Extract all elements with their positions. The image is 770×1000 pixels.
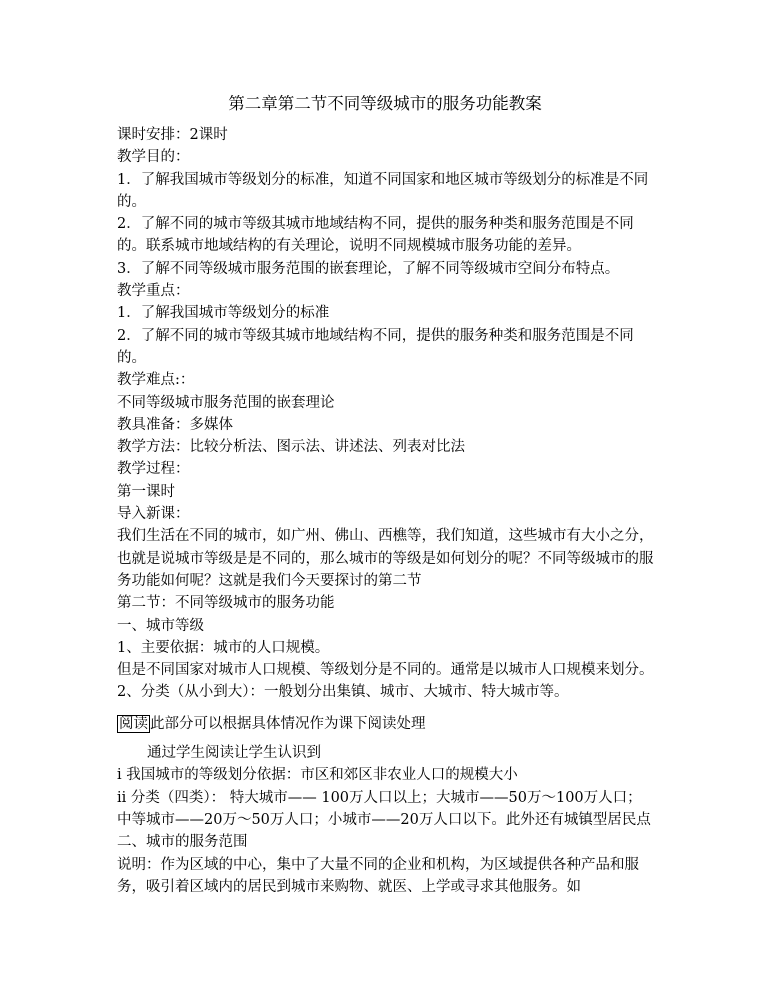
reading-intro: 通过学生阅读让学生认识到 [147, 745, 321, 762]
part-one-heading: 一、城市等级 [117, 617, 204, 634]
objective-3: 3．了解不同等级城市服务范围的嵌套理论，了解不同等级城市空间分布特点。 [117, 260, 620, 277]
difficulty-text: 不同等级城市服务范围的嵌套理论 [117, 394, 335, 411]
methods: 教学方法：比较分析法、图示法、讲述法、列表对比法 [117, 439, 465, 456]
difficulty-heading: 教学难点:： [117, 372, 195, 389]
part-two-heading: 二、城市的服务范围 [117, 834, 248, 851]
intro-text: 我们生活在不同的城市，如广州、佛山、西樵等，我们知道，这些城市有大小之分，也就是说城市等级是是不同的，那么城市的等级是如何划分的呢？不同等级城市的服务功能如何呢？这就是我们今天要探讨的第二节 [117, 528, 654, 589]
explanation-text: 说明：作为区域的中心，集中了大量不同的企业和机构，为区域提供各种产品和服务，吸引着区域内的居民到城市来购物、就医、上学或寻求其他服务。如 [117, 856, 639, 895]
key-point-1: 1．了解我国城市等级划分的标准 [117, 305, 330, 322]
reading-item-ii: ii 分类（四类）： 特大城市—— 100万人口以上；大城市——50万～100万人口； 中等城市——20万～50万人口；小城市——20万人口以下。此外还有城镇型居民点 [117, 789, 664, 828]
classification-text: 2、分类（从小到大）：一般划分出集镇、城市、大城市、特大城市等。 [117, 684, 569, 701]
first-lesson: 第一课时 [117, 483, 175, 500]
reading-line [117, 713, 655, 735]
objective-1: 1．了解我国城市等级划分的标准，知道不同国家和地区城市等级划分的标准是不同的。 [117, 171, 649, 210]
document-body [117, 124, 664, 898]
basis-text: 1、主要依据：城市的人口规模。 [117, 639, 330, 656]
intro-heading: 导入新课： [117, 506, 190, 523]
objective-2: 2．了解不同的城市等级其城市地域结构不同，提供的服务种类和服务范围是不同的。联系城市地域结构的有关理论，说明不同规模城市服务功能的差异。 [117, 216, 634, 255]
process-heading: 教学过程： [117, 461, 190, 478]
key-points-heading: 教学重点： [117, 283, 190, 300]
lesson-time: 课时安排：2课时 [117, 127, 228, 143]
reading-item-i: i 我国城市的等级划分依据：市区和郊区非农业人口的规模大小 [117, 767, 518, 784]
reading-note: 此部分可以根据具体情况作为课下阅读处理 [150, 715, 426, 732]
key-point-2: 2．了解不同的城市等级其城市地域结构不同，提供的服务种类和服务范围是不同的。 [117, 327, 634, 366]
division-text: 但是不同国家对城市人口规模、等级划分是不同的。通常是以城市人口规模来划分。 [117, 662, 654, 679]
objectives-heading: 教学目的： [117, 149, 190, 166]
reading-box: 阅读 [119, 715, 148, 732]
section-heading: 第二节：不同等级城市的服务功能 [117, 595, 335, 612]
document-title: 第二章第二节不同等级城市的服务功能教案 [228, 94, 542, 113]
materials: 教具准备：多媒体 [117, 416, 233, 433]
